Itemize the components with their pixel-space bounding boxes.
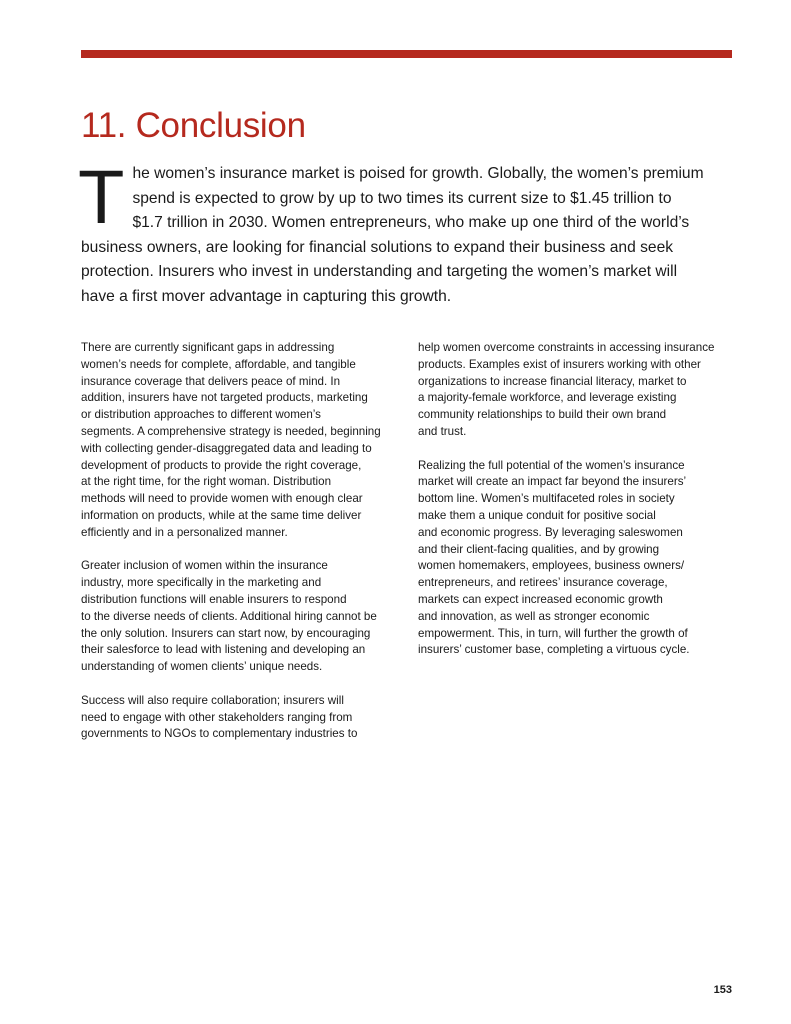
text-line: community relationships to build their own brand bbox=[418, 408, 667, 422]
text-line: insurance coverage that delivers peace of mind. In bbox=[81, 374, 341, 388]
text-line: organizations to increase financial literacy, market to bbox=[418, 374, 687, 388]
left-column bbox=[81, 340, 397, 760]
text-line: and trust. bbox=[418, 424, 467, 438]
drop-cap: T bbox=[78, 155, 125, 240]
body-paragraph bbox=[81, 558, 397, 676]
body-paragraph bbox=[418, 458, 734, 660]
text-line: their salesforce to lead with listening and developing an bbox=[81, 643, 366, 657]
intro-line: have a first mover advantage in capturing this growth. bbox=[81, 287, 452, 305]
text-line: distribution functions will enable insurers to respond bbox=[81, 592, 347, 606]
text-line: products. Examples exist of insurers working with other bbox=[418, 357, 701, 371]
text-line: markets can expect increased economic growth bbox=[418, 592, 663, 606]
text-line: Greater inclusion of women within the insurance bbox=[81, 559, 328, 573]
page-number: 153 bbox=[713, 984, 732, 996]
intro-line: protection. Insurers who invest in understanding and targeting the women’s market will bbox=[81, 263, 678, 281]
text-line: Success will also require collaboration; insurers will bbox=[81, 693, 344, 707]
text-line: the only solution. Insurers can start now, by encouraging bbox=[81, 626, 371, 640]
text-line: entrepreneurs, and retirees’ insurance coverage, bbox=[418, 576, 668, 590]
text-line: governments to NGOs to complementary industries to bbox=[81, 727, 358, 741]
intro-line: $1.7 trillion in 2030. Women entrepreneurs, who make up one third of the world’s bbox=[132, 214, 690, 232]
intro-line: spend is expected to grow by up to two times its current size to $1.45 trillion to bbox=[132, 189, 672, 207]
text-line: understanding of women clients’ unique needs. bbox=[81, 660, 323, 674]
text-line: a majority-female workforce, and leverage existing bbox=[418, 391, 677, 405]
text-line: with collecting gender-disaggregated data and leading to bbox=[81, 441, 372, 455]
text-line: methods will need to provide women with enough clear bbox=[81, 492, 363, 506]
text-line: market will create an impact far beyond the insurers’ bbox=[418, 475, 687, 489]
text-line: and innovation, as well as stronger economic bbox=[418, 609, 650, 623]
text-line: addition, insurers have not targeted products, marketing bbox=[81, 391, 368, 405]
text-line: or distribution approaches to different women’s bbox=[81, 408, 321, 422]
intro-paragraph bbox=[78, 155, 733, 310]
text-line: need to engage with other stakeholders ranging from bbox=[81, 710, 353, 724]
intro-line: business owners, are looking for financial solutions to expand their business and seek bbox=[81, 238, 674, 256]
text-line: Realizing the full potential of the women’s insurance bbox=[418, 458, 685, 472]
body-paragraph bbox=[418, 340, 734, 441]
body-paragraph bbox=[81, 693, 397, 743]
intro-line: he women’s insurance market is poised for growth. Globally, the women’s premium bbox=[132, 165, 704, 182]
text-line: and their client-facing qualities, and by growing bbox=[418, 542, 660, 556]
text-line: women homemakers, employees, business owners/ bbox=[418, 559, 685, 573]
text-line: efficiently and in a personalized manner. bbox=[81, 525, 288, 539]
text-line: industry, more specifically in the marketing and bbox=[81, 576, 322, 590]
text-line: bottom line. Women’s multifaceted roles in society bbox=[418, 492, 675, 506]
page-title: 11. Conclusion bbox=[81, 106, 306, 145]
text-line: and economic progress. By leveraging saleswomen bbox=[418, 525, 683, 539]
text-line: empowerment. This, in turn, will further the growth of bbox=[418, 626, 688, 640]
top-rule bbox=[81, 50, 732, 58]
body-paragraph bbox=[81, 340, 397, 542]
text-line: help women overcome constraints in accessing insurance bbox=[418, 341, 715, 354]
text-line: insurers’ customer base, completing a virtuous cycle. bbox=[418, 643, 690, 657]
text-line: development of products to provide the right coverage, bbox=[81, 458, 362, 472]
text-line: women’s needs for complete, affordable, and tangible bbox=[81, 357, 356, 371]
text-line: at the right time, for the right woman. Distribution bbox=[81, 475, 332, 489]
right-column bbox=[418, 340, 734, 676]
text-line: There are currently significant gaps in addressing bbox=[81, 341, 335, 354]
text-line: segments. A comprehensive strategy is needed, beginning bbox=[81, 424, 381, 438]
text-line: make them a unique conduit for positive social bbox=[418, 508, 656, 522]
text-line: to the diverse needs of clients. Additional hiring cannot be bbox=[81, 609, 377, 623]
text-line: information on products, while at the same time deliver bbox=[81, 508, 362, 522]
